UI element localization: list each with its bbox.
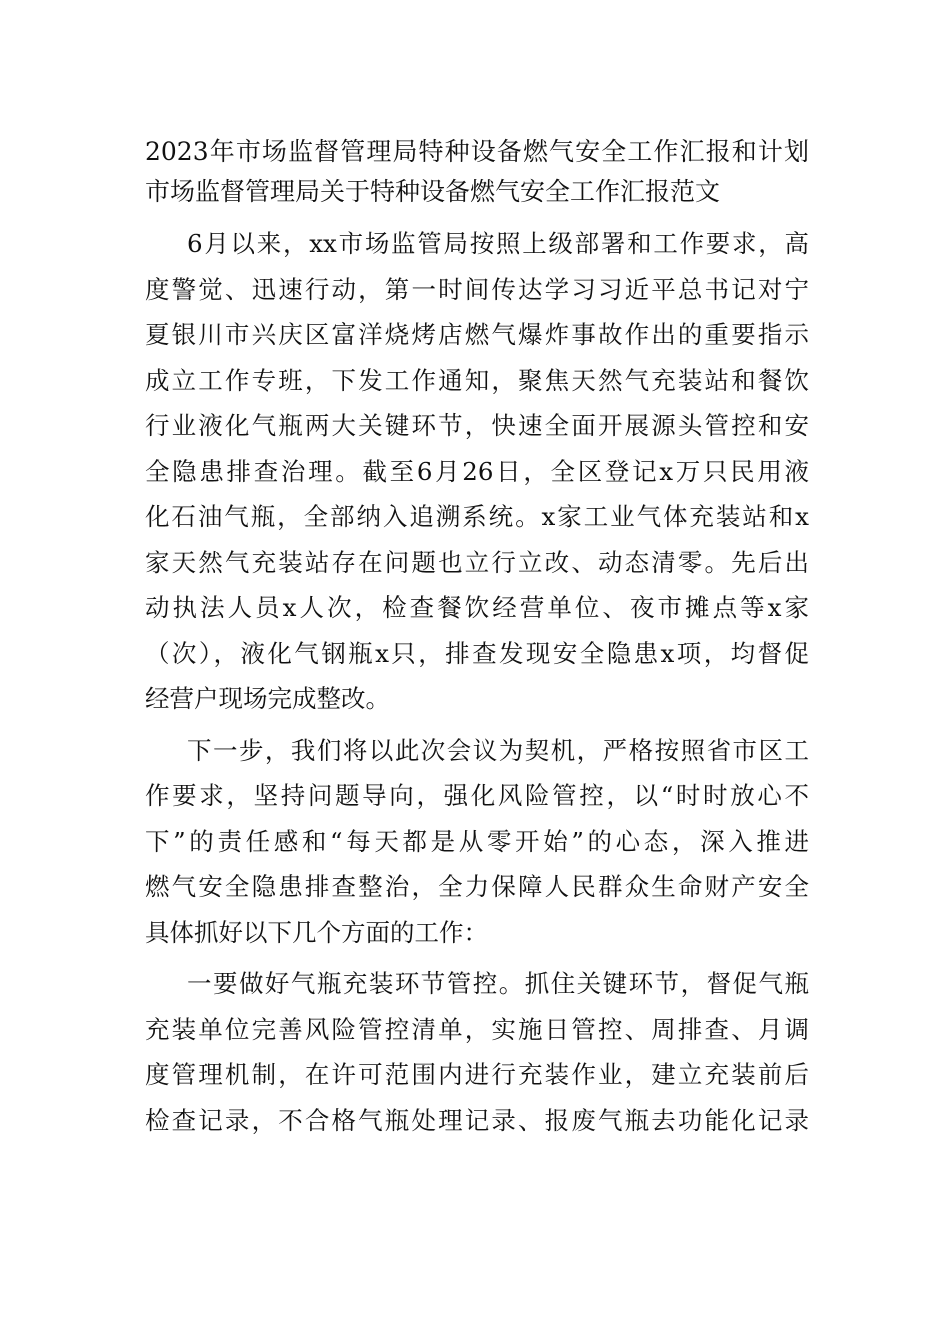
document-title-line-1: 2023年市场监督管理局特种设备燃气安全工作汇报和计划 [145, 137, 809, 166]
paragraph-line: 燃气安全隐患排查整治，全力保障人民群众生命财产安全 [145, 872, 809, 901]
paragraph-line: 检查记录，不合格气瓶处理记录、报废气瓶去功能化记录 [145, 1105, 809, 1135]
paragraph-line: 化石油气瓶，全部纳入追溯系统。x家工业气体充装站和x [145, 502, 809, 531]
paragraph-line: 家天然气充装站存在问题也立行立改、动态清零。先后出 [145, 547, 809, 577]
paragraph-line: 经营户现场完成整改。 [145, 684, 390, 713]
paragraph-line: 下一步，我们将以此次会议为契机，严格按照省市区工 [187, 735, 809, 765]
document-page [145, 132, 809, 1143]
paragraph-3 [145, 961, 809, 1143]
paragraph-line: 6月以来，xx市场监管局按照上级部署和工作要求，高 [187, 229, 809, 258]
paragraph-2 [145, 728, 809, 956]
paragraph-line: 夏银川市兴庆区富洋烧烤店燃气爆炸事故作出的重要指示 [145, 320, 809, 349]
paragraph-line: 下”的责任感和“每天都是从零开始”的心态，深入推进 [145, 826, 809, 856]
paragraph-line: 全隐患排查治理。截至6月26日，全区登记x万只民用液 [145, 456, 809, 486]
paragraph-line: 行业液化气瓶两大关键环节，快速全面开展源头管控和安 [145, 411, 809, 440]
paragraph-line: 充装单位完善风险管控清单，实施日管控、周排查、月调 [145, 1014, 809, 1044]
paragraph-line: 具体抓好以下几个方面的工作： [145, 917, 488, 947]
paragraph-1 [145, 221, 809, 722]
paragraph-line: 度警觉、迅速行动，第一时间传达学习习近平总书记对宁 [145, 274, 809, 304]
paragraph-line: （次），液化气钢瓶x只，排查发现安全隐患x项，均督促 [145, 638, 809, 668]
paragraph-line: 动执法人员x人次，检查餐饮经营单位、夜市摊点等x家 [145, 593, 809, 622]
paragraph-line: 作要求，坚持问题导向，强化风险管控，以“时时放心不 [145, 781, 809, 810]
paragraph-line: 成立工作专班，下发工作通知，聚焦天然气充装站和餐饮 [145, 365, 809, 395]
paragraph-line: 度管理机制，在许可范围内进行充装作业，建立充装前后 [145, 1060, 809, 1089]
paragraph-line: 一要做好气瓶充装环节管控。抓住关键环节，督促气瓶 [187, 969, 809, 998]
document-title-line-2: 市场监督管理局关于特种设备燃气安全工作汇报范文 [145, 177, 721, 206]
